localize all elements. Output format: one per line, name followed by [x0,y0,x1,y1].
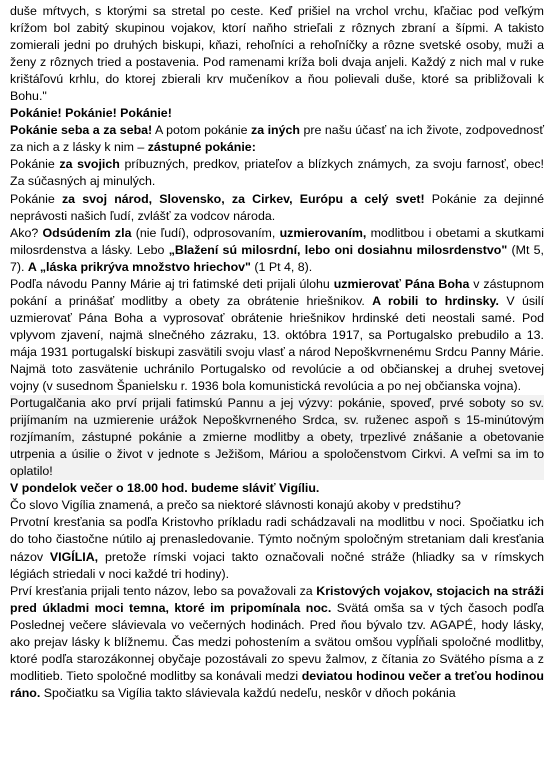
text-run: Prví kresťania prijali tento názov, lebo sa považovali za [10,583,317,598]
text-run: Prvotní kresťania sa podľa Kristovho príkladu radi schádzavali na modlitbu v noci. Spočiatku ich do toho čiastočne nútilo aj prenasledovanie. Týmto nočným spoločným stretaniam dali kresťania názov [10,515,544,564]
document-page [10,3,544,702]
text-run: pre našu účasť na ich živote, zodpovednosť za nich a z lásky k nim – [10,123,544,155]
paragraph-penance-for-own [10,156,544,190]
text-run: duše mŕtvych, s ktorými sa stretal po ceste. Keď prišiel na vrchol vrchu, kľačiac pod veľkým krížom bol zabitý skupinou vojakov, ktorí naňho strieľali z rôznych zbraní a šípmi. A takisto zomierali jedni po druhých biskupi, kňazi, rehoľníci a rehoľníčky a rôzne svetské osoby, muži a ženy z rôznych tried a postavenia. Pod ramenami kríža boli dvaja anjeli. Každý z nich mal v ruke krištáľovú krhlu, do ktorej zbierali krv mučeníkov a ňou polievali duše, ktoré sa približovali k Bohu." [10,4,544,104]
paragraph-christ-soldiers [10,583,544,702]
text-run: (nie ľudí), odprosovaním, [131,225,280,240]
text-run: modlitbou i obetami a skutkami milosrdenstva a lásky. Lebo [10,225,544,257]
bold-text: Kristových vojakov, stojacich na stráži pred úkladmi moci temna, ktoré im pripomínala noc. [10,583,544,615]
text-run: A potom pokánie [152,123,251,138]
text-run: v zástupnom pokání a prinášať modlitby a obety za obrátenie hriešnikov. [10,276,544,308]
heading-penance [10,105,544,122]
bold-text: VIGÍLIA, [49,549,99,564]
paragraph-early-christians [10,514,544,582]
paragraph-penance-for-nation [10,191,544,225]
text-run: Portugalčania ako prví prijali fatimskú Pannu a jej výzvy: pokánie, spoveď, prvé soboty so sv. prijímaním na uzmierenie urážok Nepoškvrneného Srdca, sv. ruženec aspoň s 15-minútovým rozjímaním, zástupné pokánie a zmierne modlitby a obety, trpezlivé znášanie a obetovanie utrpenia a úsilie o život v jednote s Ježišom, Máriou a spoločenstvom Cirkvi. A veľmi sa im to oplatilo! [10,396,544,479]
text-run: (1 Pt 4, 8). [250,259,313,274]
heading-vigil-monday [10,480,544,497]
paragraph-vision-ending [10,3,544,105]
paragraph-how [10,225,544,276]
text-run: Podľa návodu Panny Márie aj tri fatimské deti prijali úlohu [10,276,334,291]
text-run: (Mt 5, 7). [10,242,545,274]
text-run: Svätá omša sa v tých časoch podľa Poslednej večere slávievala vo večerných hodinách. Pred ňou bývalo tzv. AGAPÉ, hody lásky, ako prejav lásky k blížnemu. Čas medzi pohostením a svätou omšou vypĺňali spoločné modlitby, ktoré podľa starozákonnej obyčaje pozostávali zo spevu žalmov, z čítania zo Svätého písma a z modlitieb. Tieto spoločné modlitby sa konávali medzi [10,600,544,683]
text-run: Pokánie [10,191,62,206]
paragraph-vigil-question [10,497,544,514]
text-run: príbuzných, predkov, priateľov a blízkych známych, za svoju farnosť, obec! Za súčasných aj minulých. [10,157,544,189]
paragraph-fatima-children [10,276,544,395]
bold-text: za svojich [59,157,120,172]
bold-text: deviatou hodinou večer a treťou hodinou ráno. [10,668,545,700]
bold-text: za iných [251,123,300,138]
paragraph-penance-self-and-others [10,122,544,156]
text-run: Ako? [10,225,43,240]
text-run: Pokánie [10,157,60,172]
text-run: Spočiatku sa Vigília takto slávievala každú nedeľu, neskôr v dňoch pokánia [40,685,456,700]
text-run: pretože rímski vojaci takto označovali nočné stráže (hliadky sa v rímskych légiách striedali v noci každé tri hodiny). [10,549,544,581]
text-run: Čo slovo Vigília znamená, a prečo sa niektoré slávnosti konajú akoby v predstihu? [10,498,461,513]
bold-text: „Blažení sú milosrdní, lebo oni dosiahnu milosrdenstvo" [168,242,508,257]
bold-text: V pondelok večer o 18.00 hod. budeme sláviť Vigíliu. [10,481,320,496]
bold-text: Odsúdením zla [42,225,132,240]
text-run: Pokánie za dejinné neprávosti našich ľudí, zvlášť za vodcov národa. [10,191,544,223]
bold-text: uzmierovaním, [279,225,367,240]
paragraph-portuguese [10,395,544,480]
bold-text: za svoj národ, Slovensko, za Cirkev, Európu a celý svet! [61,191,425,206]
bold-text: Pokánie seba a za seba! [10,123,153,138]
bold-text: uzmierovať Pána Boha [333,276,470,291]
text-run: V úsilí uzmierovať Pána Boha a vyprosovať obrátenie hriešnikov hrdinské deti neostali samé. Pod vplyvom zjavení, najmä slnečného zázraku, 13. októbra 1917, sa Portugalsko prebudilo a 13. mája 1931 portugalskí biskupi zasvätili svoju vlasť a národ Nepoškvrnenému Srdcu Panny Márie. Najmä toto zasvätenie uchránilo Portugalsko od revolúcie a od občianskej a druhej svetovej vojny (v susednom Španielsku r. 1936 bola komunistická revolúcia a po nej občianska vojna). [10,293,545,394]
bold-text: zástupné pokánie: [147,140,256,155]
bold-text: A „láska prikrýva množstvo hriechov" [27,259,251,274]
bold-text: Pokánie! Pokánie! Pokánie! [10,106,172,121]
bold-text: A robili to hrdinsky. [372,293,499,308]
